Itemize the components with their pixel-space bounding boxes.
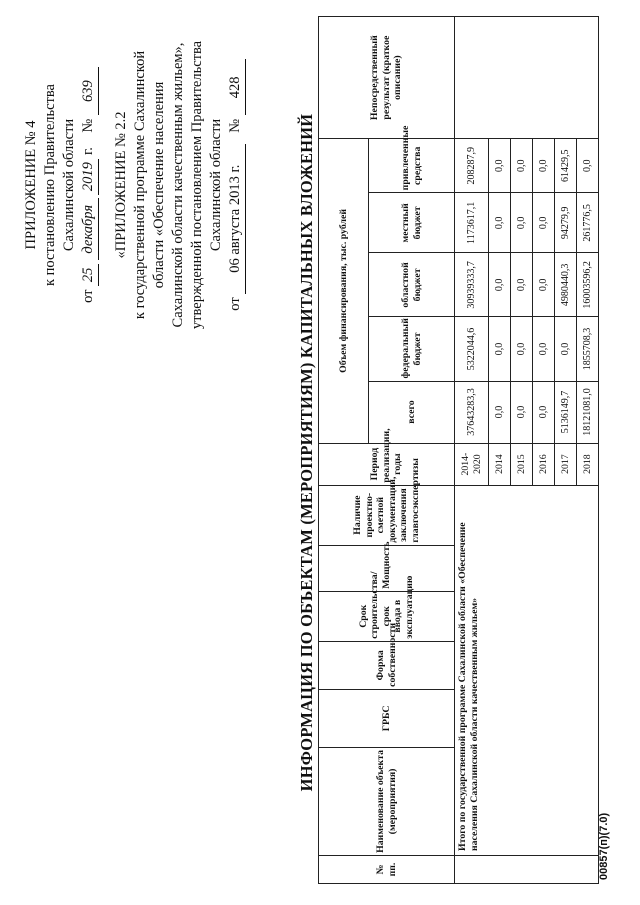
header-capacity: Мощность (319, 545, 455, 591)
period-cell: 2014 (489, 443, 511, 485)
attracted-cell: 0,0 (577, 139, 599, 193)
appendix-4-header (22, 25, 99, 345)
local-cell: 0,0 (489, 193, 511, 253)
header-result: Непосредственный результат (краткое описание) (319, 17, 455, 139)
total-cell: 18121081,0 (577, 381, 599, 443)
total-cell: 0,0 (511, 381, 533, 443)
regional-cell: 0,0 (489, 253, 511, 317)
federal-cell: 0,0 (489, 317, 511, 381)
period-cell: 2017 (555, 443, 577, 485)
regional-cell: 4980440,3 (555, 253, 577, 317)
local-cell: 0,0 (511, 193, 533, 253)
federal-cell: 0,0 (533, 317, 555, 381)
local-cell: 94279,9 (555, 193, 577, 253)
regional-cell: 0,0 (533, 253, 555, 317)
capital-investments-table (318, 16, 599, 884)
regional-cell: 0,0 (511, 253, 533, 317)
header-num: № пп. (319, 855, 455, 883)
period-cell: 2016 (533, 443, 555, 485)
local-cell: 1173617,1 (455, 193, 489, 253)
appendix-4-day: 25 (79, 264, 99, 286)
period-cell: 2014-2020 (455, 443, 489, 485)
period-cell: 2015 (511, 443, 533, 485)
header-grbs: ГРБС (319, 689, 455, 747)
federal-cell: 0,0 (555, 317, 577, 381)
regional-cell: 16003596,2 (577, 253, 599, 317)
header-ownership: Форма собственности (319, 641, 455, 689)
appendix-2-2-title: «ПРИЛОЖЕНИЕ № 2.2 (113, 111, 129, 259)
attracted-cell: 61429,5 (555, 139, 577, 193)
header-total: всего (369, 381, 455, 443)
total-cell: 5136149,7 (555, 381, 577, 443)
header-attracted: привлеченные средства (369, 139, 455, 193)
total-cell: 37643283,3 (455, 381, 489, 443)
federal-cell: 5322044,6 (455, 317, 489, 381)
result-cell (455, 17, 599, 139)
attracted-cell: 208287,9 (455, 139, 489, 193)
header-documentation: Наличие проектно-сметной документации, заключения главгосэкспертизы (319, 485, 455, 545)
total-label: Итого по государственной программе Сахалинской области «Обеспечение населения Сахалинской области качественным жильем» (455, 485, 599, 855)
appendix-2-2-header: «ПРИЛОЖЕНИЕ № 2.2 к государственной программе Сахалинской области «Обеспечение населения Сахалинской области качественным жильем», утвержденной постановлением Правительства Сахалинской области от 06 августа 2013 г. № 428 (112, 10, 246, 360)
total-cell: 0,0 (533, 381, 555, 443)
regional-cell: 30939333,7 (455, 253, 489, 317)
appendix-4-line: к постановлению Правительства (42, 84, 58, 286)
appendix-4-date-line: от 25 декабря 2019 г. № 639 (79, 25, 99, 345)
federal-cell: 1855708,3 (577, 317, 599, 381)
document-title: ИНФОРМАЦИЯ ПО ОБЪЕКТАМ (МЕРОПРИЯТИЯМ) КАПИТАЛЬНЫХ ВЛОЖЕНИЙ (297, 113, 316, 792)
total-cell: 0,0 (489, 381, 511, 443)
attracted-cell: 0,0 (533, 139, 555, 193)
attracted-cell: 0,0 (489, 139, 511, 193)
local-cell: 0,0 (533, 193, 555, 253)
appendix-2-2-date-line: от 06 августа 2013 г. № 428 (226, 10, 246, 360)
header-funding: Объем финансирования, тыс. рублей (319, 139, 369, 443)
federal-cell: 0,0 (511, 317, 533, 381)
appendix-4-number: 639 (79, 67, 99, 115)
attracted-cell: 0,0 (511, 139, 533, 193)
header-regional: областной бюджет (369, 253, 455, 317)
appendix-2-2-date: 06 августа 2013 г. (226, 144, 246, 294)
appendix-4-title: ПРИЛОЖЕНИЕ № 4 (23, 120, 39, 250)
period-cell: 2018 (577, 443, 599, 485)
header-federal: федеральный бюджет (369, 317, 455, 381)
header-local: местный бюджет (369, 193, 455, 253)
local-cell: 261776,5 (577, 193, 599, 253)
header-deadline: Срок строительства/срок ввода в эксплуатацию (319, 591, 455, 641)
header-period: Период реализации, годы (319, 443, 455, 485)
total-num-cell (455, 855, 599, 883)
header-name: Наименование объекта (мероприятия) (319, 747, 455, 855)
appendix-4-line: Сахалинской области (61, 118, 77, 252)
appendix-2-2-number: 428 (226, 59, 246, 115)
document-code: 00857(п)(7.0) (598, 812, 610, 880)
appendix-4-year: 2019 (79, 159, 99, 195)
appendix-4-month: декабря (79, 198, 99, 260)
table-row (455, 17, 489, 884)
